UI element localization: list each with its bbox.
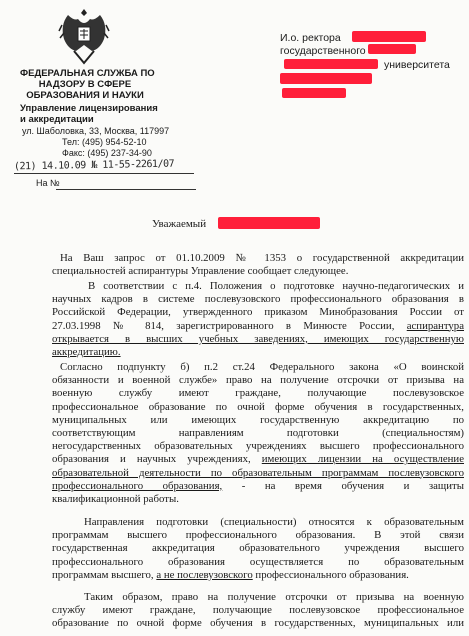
redaction-org-b xyxy=(284,59,378,69)
address-block xyxy=(22,126,169,159)
reply-to-underline xyxy=(56,189,196,190)
phone-line: Тел: (495) 954-52-10 xyxy=(62,137,147,147)
redaction-address-b xyxy=(282,88,346,98)
paragraph-directions: Направления подготовки (специальности) относятся к образовательным программам высшего профессионального образования. В этой связи государственная аккредитация образовательного учреждения высшего профессионального образования осуществляется по образовательным программам высшего, а не послевузовского профессионального образования. xyxy=(52,516,464,581)
department-name: Управление лицензирования и аккредитации xyxy=(20,103,158,125)
address-line: ул. Шаболовка, 33, Москва, 117997 xyxy=(22,126,170,136)
recipient-title: И.о. ректора xyxy=(280,32,341,44)
recipient-org-line: государственного xyxy=(280,45,366,57)
paragraph-request: На Ваш запрос от 01.10.2009 № 1353 о государственной аккредитации специальностей аспирантуры Управление сообщает следующее. xyxy=(52,252,464,278)
agency-name: ФЕДЕРАЛЬНАЯ СЛУЖБА ПО НАДЗОРУ В СФЕРЕ ОБРАЗОВАНИЯ И НАУКИ xyxy=(20,68,155,101)
redaction-rector-name xyxy=(352,31,426,42)
underlined-postgraduate: аспирантура xyxy=(406,319,464,332)
outgoing-number-handwritten: (21) 14.10.09 № 11-55-2261/07 xyxy=(13,158,175,173)
underlined-not-postgraduate: а не послевузовского xyxy=(156,568,253,581)
redaction-greeting-name xyxy=(218,217,320,229)
outgoing-number-underline xyxy=(14,173,194,174)
paragraph-military-deferral: Согласно подпункту б) п.2 ст.24 Федерального закона «О воинской обязанности и военной службе» право на получение отсрочки от призыва на военную службу имеют граждане, получающие послевузовское профессиональное образование по очной форме обучения в государственных, муниципальных или имеющих государственную аккредитацию по соответствующим направлениям подготовки (специальностям) негосударственных образовательных учреждениях высшего профессионального образования и научных учреждениях, имеющих лицензии на осуществление образовательной деятельности по образовательным программам послевузовского профессионального образования, - на время обучения и защиты квалификационной работы. xyxy=(52,361,464,505)
coat-of-arms-emblem-icon xyxy=(58,5,110,67)
paragraph-regulation: В соответствии с п.4. Положения о подготовке научно-педагогических и научных кадров в системе послевузовского профессионального образования в Российской Федерации, утвержденного приказом Минобразования России от 27.03.1998 № 814, зарегистрированного в Минюсте России, аспирантура открывается в высших учебных заведениях, имеющих государственную аккредитацию. xyxy=(52,280,464,358)
redaction-address-a xyxy=(280,73,372,84)
reply-to-label: На № xyxy=(36,178,60,188)
fax-line: Факс: (495) 237-34-90 xyxy=(62,148,152,158)
redaction-org-a xyxy=(368,44,416,54)
recipient-university: университета xyxy=(384,59,450,71)
greeting: Уважаемый xyxy=(152,218,207,230)
underlined-licence: имеющих лицензии на осуществление xyxy=(261,453,464,466)
paragraph-conclusion: Таким образом, право на получение отсрочки от призыва на военную службу имеют граждане, получающие послевузовское профессиональное образование по очной форме обучения в государственных, муниципальных или xyxy=(52,591,464,630)
